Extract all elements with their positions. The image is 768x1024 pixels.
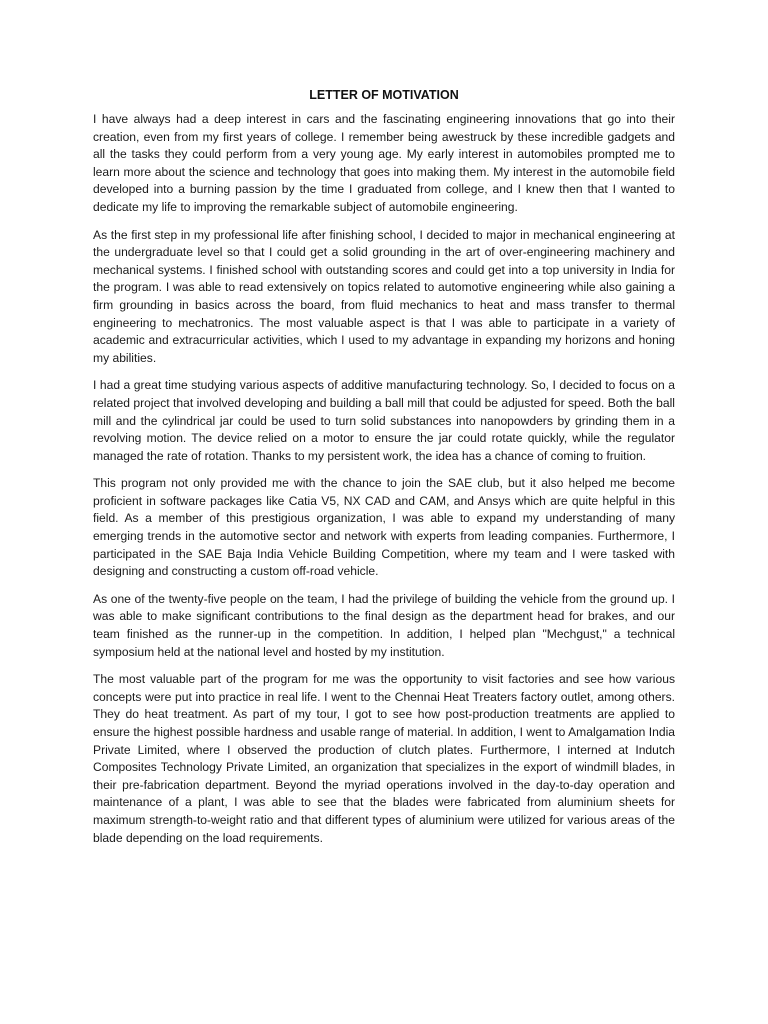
paragraph-4: This program not only provided me with the chance to join the SAE club, but it also helped me become proficient in software packages like Catia V5, NX CAD and CAM, and Ansys which are quite helpful in this field. As a member of this prestigious organization, I was able to expand my understanding of many emerging trends in the automotive sector and network with experts from leading companies. Furthermore, I participated in the SAE Baja India Vehicle Building Competition, where my team and I were tasked with designing and constructing a custom off-road vehicle. [93, 476, 675, 579]
page-title: LETTER OF MOTIVATION [309, 88, 459, 102]
paragraph-2: As the first step in my professional life after finishing school, I decided to major in mechanical engineering at the undergraduate level so that I could get a solid grounding in the art of over-engineering machinery and mechanical systems. I finished school with outstanding scores and could get into a top university in India for the program. I was able to read extensively on topics related to automotive engineering while also gaining a firm grounding in basics across the board, from fluid mechanics to heat and mass transfer to thermal engineering to mechatronics. The most valuable aspect is that I was able to participate in a variety of academic and extracurricular activities, which I used to my advantage in expanding my horizons and honing my abilities. [93, 227, 675, 365]
paragraph-3: I had a great time studying various aspects of additive manufacturing technology. So, I decided to focus on a related project that involved developing and building a ball mill that could be adjusted for speed. Both the ball mill and the cylindrical jar could be used to turn solid substances into nanopowders by grinding them in a revolving motion. The device relied on a motor to ensure the jar could rotate quickly, while the regulator managed the rate of rotation. Thanks to my persistent work, the idea has a chance of coming to fruition. [93, 378, 675, 463]
paragraph-5: As one of the twenty-five people on the team, I had the privilege of building the vehicle from the ground up. I was able to make significant contributions to the final design as the department head for brakes, and our team finished as the runner-up in the competition. In addition, I helped plan "Mechgust," a technical symposium held at the national level and hosted by my institution. [93, 591, 675, 659]
paragraph-6: The most valuable part of the program for me was the opportunity to visit factories and see how various concepts were put into practice in real life. I went to the Chennai Heat Treaters factory outlet, among others. They do heat treatment. As part of my tour, I got to see how post-production treatments are applied to ensure the highest possible hardness and usable range of material. In addition, I went to Amalgamation India Private Limited, where I observed the production of clutch plates. Furthermore, I interned at Indutch Composites Technology Private Limited, an organization that specializes in the export of windmill blades, in their pre-fabrication department. Beyond the myriad operations involved in the day-to-day operation and maintenance of a plant, I was able to see that the blades were fabricated from aluminium sheets for maximum strength-to-weight ratio and that different types of aluminium were utilized for various areas of the blade depending on the load requirements. [93, 672, 675, 845]
paragraph-1: I have always had a deep interest in cars and the fascinating engineering innovations that go into their creation, even from my first years of college. I remember being awestruck by these incredible gadgets and all the tasks they could perform from a very young age. My early interest in automobiles prompted me to learn more about the science and technology that goes into making them. My interest in the automobile field developed into a burning passion by the time I graduated from college, and I knew then that I wanted to dedicate my life to improving the remarkable subject of automobile engineering. [93, 112, 675, 214]
letter-body [93, 111, 675, 857]
